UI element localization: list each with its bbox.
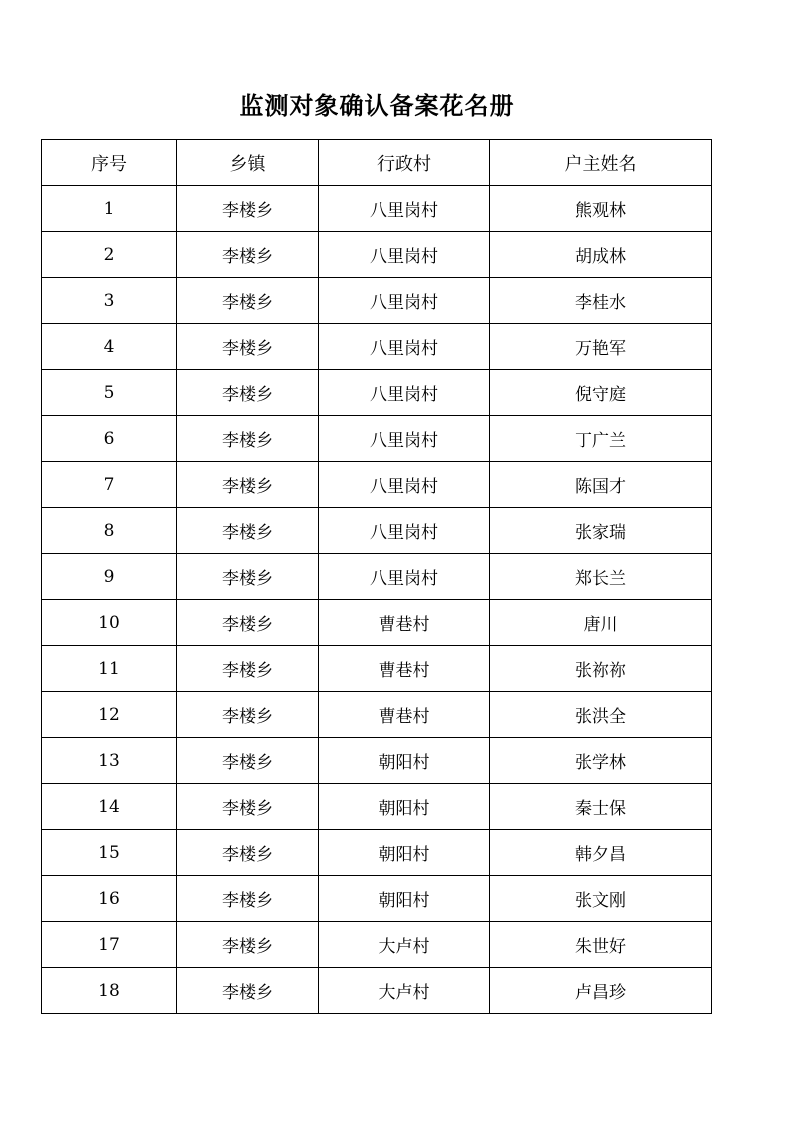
table-body — [42, 186, 712, 1014]
cell-township: 李楼乡 — [177, 416, 319, 462]
cell-household-head: 丁广兰 — [490, 416, 712, 462]
cell-township: 李楼乡 — [177, 370, 319, 416]
cell-household-head: 张祢祢 — [490, 646, 712, 692]
table-row — [42, 370, 712, 416]
table-row — [42, 416, 712, 462]
cell-serial-number: 6 — [42, 416, 177, 462]
cell-village: 曹巷村 — [319, 692, 490, 738]
cell-village: 八里岗村 — [319, 508, 490, 554]
table-row — [42, 508, 712, 554]
cell-serial-number: 18 — [42, 968, 177, 1014]
cell-village: 朝阳村 — [319, 738, 490, 784]
cell-township: 李楼乡 — [177, 232, 319, 278]
cell-household-head: 唐川 — [490, 600, 712, 646]
cell-village: 大卢村 — [319, 968, 490, 1014]
table-row — [42, 186, 712, 232]
page-title: 监测对象确认备案花名册 — [239, 91, 515, 120]
cell-serial-number: 4 — [42, 324, 177, 370]
cell-village: 八里岗村 — [319, 370, 490, 416]
cell-township: 李楼乡 — [177, 554, 319, 600]
cell-household-head: 倪守庭 — [490, 370, 712, 416]
cell-household-head: 张文刚 — [490, 876, 712, 922]
cell-township: 李楼乡 — [177, 876, 319, 922]
cell-household-head: 张家瑞 — [490, 508, 712, 554]
header-household-head: 户主姓名 — [490, 140, 712, 186]
cell-township: 李楼乡 — [177, 462, 319, 508]
cell-household-head: 朱世好 — [490, 922, 712, 968]
cell-serial-number: 10 — [42, 600, 177, 646]
cell-serial-number: 12 — [42, 692, 177, 738]
cell-serial-number: 5 — [42, 370, 177, 416]
roster-table — [41, 139, 712, 1014]
cell-village: 朝阳村 — [319, 876, 490, 922]
cell-township: 李楼乡 — [177, 646, 319, 692]
cell-serial-number: 7 — [42, 462, 177, 508]
cell-serial-number: 8 — [42, 508, 177, 554]
cell-serial-number: 14 — [42, 784, 177, 830]
table-row — [42, 324, 712, 370]
table-row — [42, 646, 712, 692]
cell-village: 八里岗村 — [319, 554, 490, 600]
cell-township: 李楼乡 — [177, 968, 319, 1014]
cell-household-head: 李桂水 — [490, 278, 712, 324]
cell-township: 李楼乡 — [177, 508, 319, 554]
header-village: 行政村 — [319, 140, 490, 186]
cell-serial-number: 13 — [42, 738, 177, 784]
cell-township: 李楼乡 — [177, 738, 319, 784]
cell-village: 八里岗村 — [319, 186, 490, 232]
table-row — [42, 968, 712, 1014]
table-header-row — [42, 140, 712, 186]
cell-serial-number: 1 — [42, 186, 177, 232]
table-row — [42, 554, 712, 600]
cell-township: 李楼乡 — [177, 278, 319, 324]
cell-village: 大卢村 — [319, 922, 490, 968]
cell-township: 李楼乡 — [177, 692, 319, 738]
cell-household-head: 韩夕昌 — [490, 830, 712, 876]
cell-household-head: 卢昌珍 — [490, 968, 712, 1014]
cell-serial-number: 9 — [42, 554, 177, 600]
cell-serial-number: 15 — [42, 830, 177, 876]
cell-village: 朝阳村 — [319, 784, 490, 830]
cell-village: 八里岗村 — [319, 278, 490, 324]
cell-serial-number: 17 — [42, 922, 177, 968]
cell-village: 八里岗村 — [319, 232, 490, 278]
cell-township: 李楼乡 — [177, 922, 319, 968]
cell-serial-number: 2 — [42, 232, 177, 278]
cell-household-head: 熊观林 — [490, 186, 712, 232]
table-row — [42, 692, 712, 738]
cell-serial-number: 11 — [42, 646, 177, 692]
cell-household-head: 郑长兰 — [490, 554, 712, 600]
cell-village: 曹巷村 — [319, 600, 490, 646]
table-row — [42, 922, 712, 968]
cell-township: 李楼乡 — [177, 830, 319, 876]
cell-household-head: 万艳军 — [490, 324, 712, 370]
cell-household-head: 张洪全 — [490, 692, 712, 738]
cell-township: 李楼乡 — [177, 600, 319, 646]
cell-village: 八里岗村 — [319, 416, 490, 462]
header-serial-number: 序号 — [42, 140, 177, 186]
table-row — [42, 462, 712, 508]
table-row — [42, 830, 712, 876]
table-row — [42, 232, 712, 278]
cell-household-head: 张学林 — [490, 738, 712, 784]
cell-village: 曹巷村 — [319, 646, 490, 692]
cell-village: 朝阳村 — [319, 830, 490, 876]
table-row — [42, 876, 712, 922]
cell-household-head: 胡成林 — [490, 232, 712, 278]
cell-township: 李楼乡 — [177, 186, 319, 232]
cell-serial-number: 3 — [42, 278, 177, 324]
table-row — [42, 738, 712, 784]
cell-township: 李楼乡 — [177, 324, 319, 370]
cell-village: 八里岗村 — [319, 324, 490, 370]
cell-household-head: 秦士保 — [490, 784, 712, 830]
cell-village: 八里岗村 — [319, 462, 490, 508]
table-row — [42, 784, 712, 830]
cell-serial-number: 16 — [42, 876, 177, 922]
header-township: 乡镇 — [177, 140, 319, 186]
table-row — [42, 278, 712, 324]
table-row — [42, 600, 712, 646]
cell-township: 李楼乡 — [177, 784, 319, 830]
cell-household-head: 陈国才 — [490, 462, 712, 508]
